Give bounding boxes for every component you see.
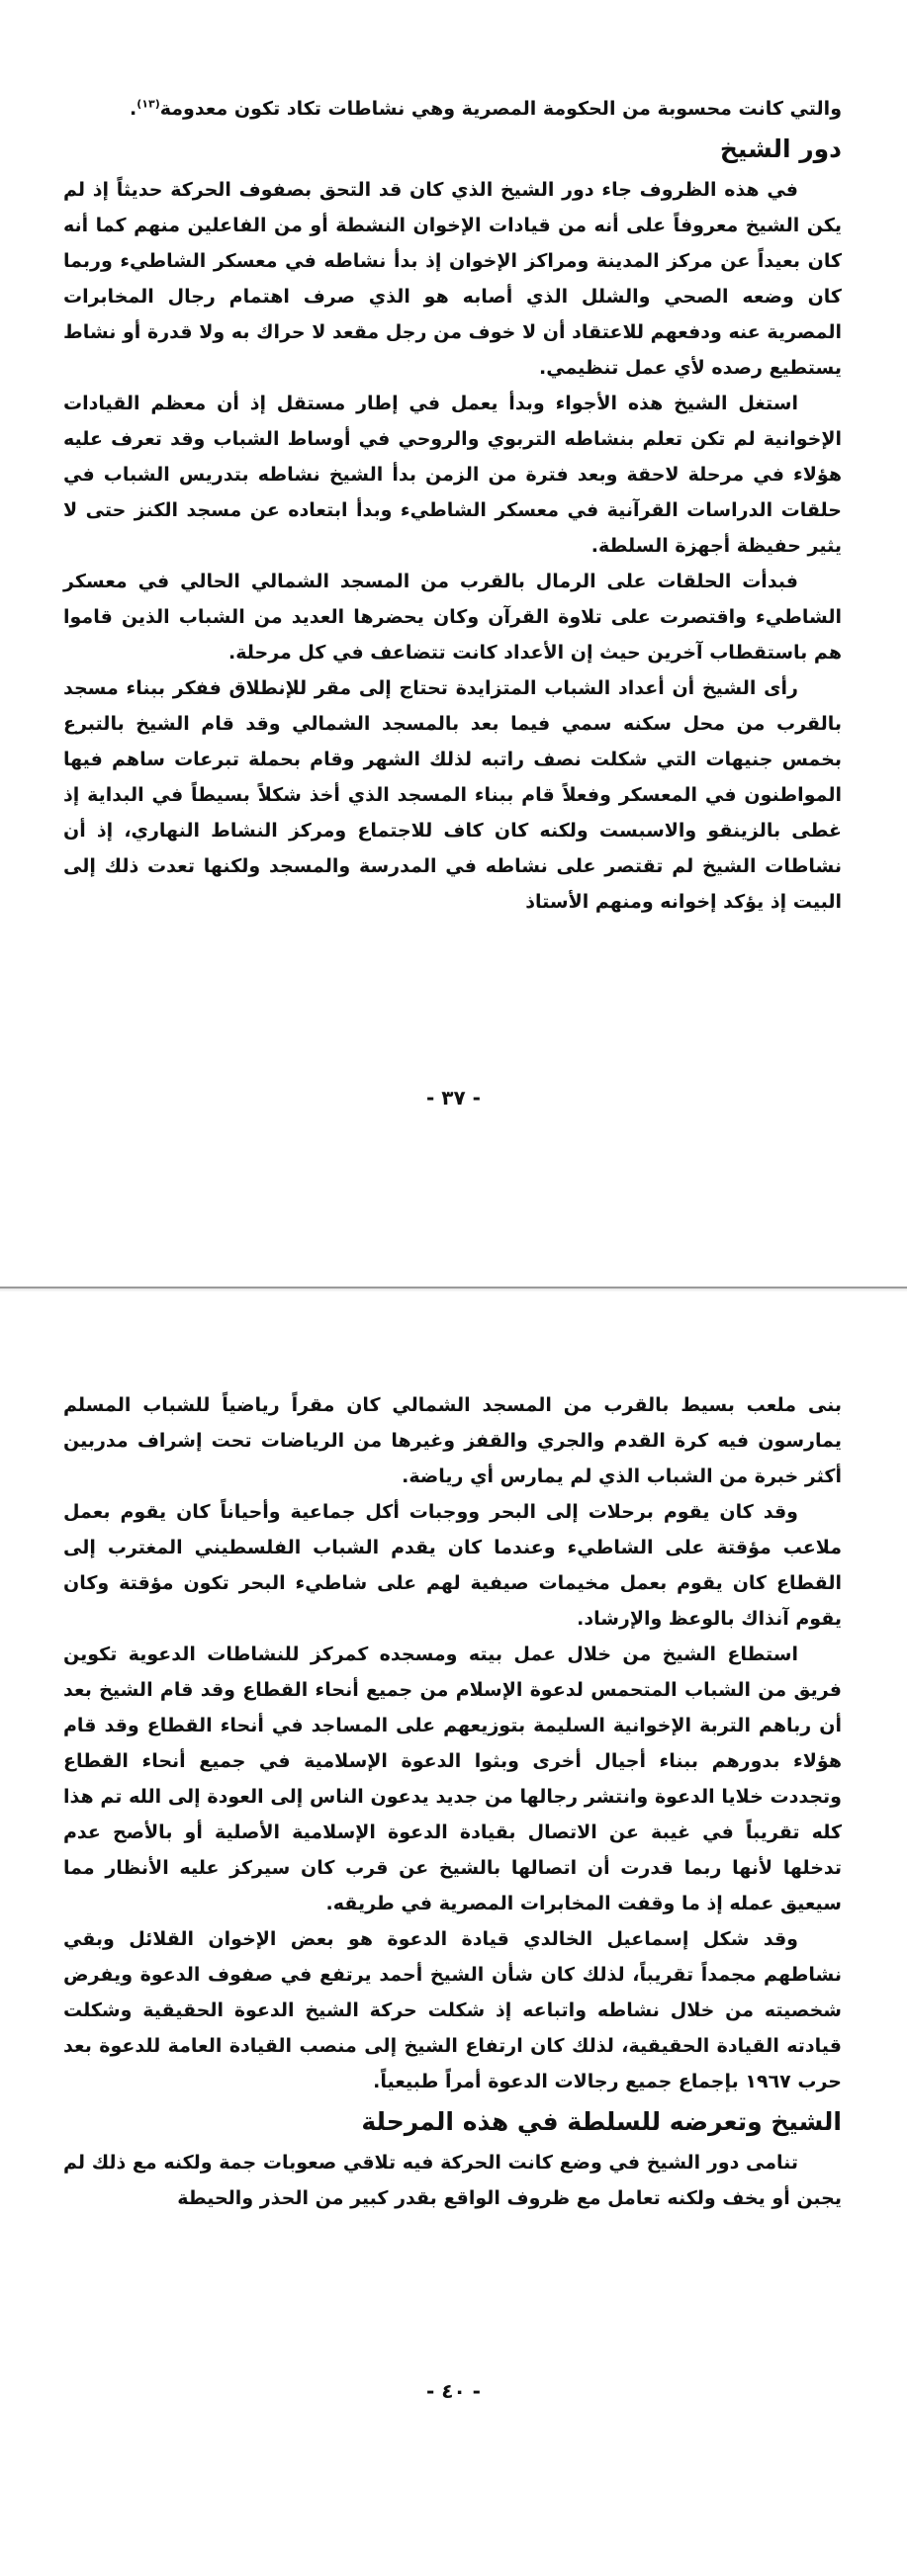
- continued-paragraph: [63, 91, 842, 127]
- document-page-40: [0, 1291, 907, 2576]
- page-body: [63, 91, 842, 920]
- section-heading: دور الشيخ: [719, 134, 842, 163]
- page-body: [63, 1387, 842, 2216]
- continued-text-end: .: [130, 98, 137, 120]
- paragraph: تنامى دور الشيخ في وضع كانت الحركة فيه تلاقي صعوبات جمة ولكنه مع ذلك لم يجبن أو يخف ولكنه تعامل مع ظروف الواقع بقدر كبير من الحذر والحيطة: [63, 2152, 842, 2209]
- paragraph: استطاع الشيخ من خلال عمل بيته ومسجده كمركز للنشاطات الدعوية تكوين فريق من الشباب المتحمس لدعوة الإسلام من جميع أنحاء القطاع وقد قام الشيخ بعد أن رباهم التربة الإخوانية السليمة بتوزيعهم على المساجد في أنحاء القطاع وقد قام هؤلاء بدورهم ببناء أجيال أخرى وبثوا الدعوة الإسلامية في جميع أنحاء القطاع وتجددت خلايا الدعوة وانتشر رجالها من جديد يدعون الناس إلى العودة إلى الله تم هذا كله تقريباً في غيبة عن الاتصال بقيادة الدعوة الإسلامية الأصلية أو بالأصح عدم تدخلها لأنها ربما قدرت أن اتصالها بالشيخ عن قرب كان سيركز عليه الأنظار مما سيعيق عمله إذ ما وقفت المخابرات المصرية في طريقه.: [63, 1643, 842, 1914]
- paragraph: فبدأت الحلقات على الرمال بالقرب من المسجد الشمالي الحالي في معسكر الشاطيء واقتصرت على تلاوة القرآن وكان يحضرها العديد من الشباب الذين قاموا هم باستقطاب آخرين حيث إن الأعداد كانت تتضاعف في كل مرحلة.: [63, 571, 842, 664]
- paragraph: وقد كان يقوم برحلات إلى البحر ووجبات أكل جماعية وأحياناً كان يقوم بعمل ملاعب مؤقتة على الشاطيء وعندما كان يقدم الشباب الفلسطيني المغترب إلى القطاع كان يقوم بعمل مخيمات صيفية لهم على شاطيء البحر تكون مؤقتة وكان يقوم آنذاك بالوعظ والإرشاد.: [63, 1501, 842, 1630]
- section-heading: الشيخ وتعرضه للسلطة في هذه المرحلة: [361, 2107, 842, 2136]
- paragraph: في هذه الظروف جاء دور الشيخ الذي كان قد التحق بصفوف الحركة حديثاً إذ لم يكن الشيخ معروفاً على أنه من قيادات الإخوان النشطة أو من الفاعلين منهم كما أنه كان بعيداً عن مركز المدينة ومراكز الإخوان إذ بدأ نشاطه في معسكر الشاطيء وربما كان وضعه الصحي والشلل الذي أصابه هو الذي صرف اهتمام رجال المخابرات المصرية عنه ودفعهم للاعتقاد أن لا خوف من رجل مقعد لا حراك به ولا قدرة أو نشاط يستطيع رصده لأي عمل تنظيمي.: [63, 179, 842, 379]
- page-number: - ٤٠ -: [426, 2379, 481, 2403]
- paragraph: بنى ملعب بسيط بالقرب من المسجد الشمالي كان مقراً رياضياً للشباب المسلم يمارسون فيه كرة القدم والجري والقفز وغيرها من الرياضات تحت إشراف مدربين أكثر خبرة من الشباب الذي لم يمارس أي رياضة.: [63, 1394, 842, 1487]
- continued-text: والتي كانت محسوبة من الحكومة المصرية وهي نشاطات تكاد تكون معدومة: [159, 98, 842, 120]
- page-number: - ٣٧ -: [426, 1086, 481, 1110]
- paragraph: استغل الشيخ هذه الأجواء وبدأ يعمل في إطار مستقل إذ أن معظم القيادات الإخوانية لم تكن تعلم بنشاطه التربوي والروحي في أوساط الشباب وقد تعرف عليه هؤلاء في مرحلة لاحقة وبعد فترة من الزمن بدأ الشيخ نشاطه بتدريس الشباب في حلقات الدراسات القرآنية في معسكر الشاطيء وبدأ ابتعاده عن مسجد الكنز حتى لا يثير حفيظة أجهزة السلطة.: [63, 393, 842, 557]
- footnote-reference[interactable]: (١٣): [136, 97, 160, 111]
- paragraph: رأى الشيخ أن أعداد الشباب المتزايدة تحتاج إلى مقر للإنطلاق ففكر ببناء مسجد بالقرب من محل سكنه سمي فيما بعد بالمسجد الشمالي وقد قام الشيخ بالتبرع بخمس جنيهات التي شكلت نصف راتبه لذلك الشهر وقام بحملة تبرعات ساهم فيها المواطنون في المعسكر وفعلاً قام ببناء المسجد الذي أخذ شكلاً بسيطاً في البداية إذ غطى بالزينقو والاسبست ولكنه كان كاف للاجتماع ومركز النشاط النهاري، إذ أن نشاطات الشيخ لم تقتصر على نشاطه في المدرسة والمسجد ولكنها تعدت ذلك إلى البيت إذ يؤكد إخوانه ومنهم الأستاذ: [63, 677, 842, 913]
- paragraph: وقد شكل إسماعيل الخالدي قيادة الدعوة هو بعض الإخوان القلائل وبقي نشاطهم مجمداً تقريباً، لذلك كان شأن الشيخ أحمد يرتفع في صفوف الدعوة ويفرض شخصيته من خلال نشاطه واتباعه إذ شكلت حركة الشيخ الدعوة الحقيقية وشكلت قيادته القيادة الحقيقية، لذلك كان ارتفاع الشيخ إلى منصب القيادة العامة للدعوة بعد حرب ١٩٦٧ بإجماع جميع رجالات الدعوة أمراً طبيعياً.: [63, 1928, 842, 2092]
